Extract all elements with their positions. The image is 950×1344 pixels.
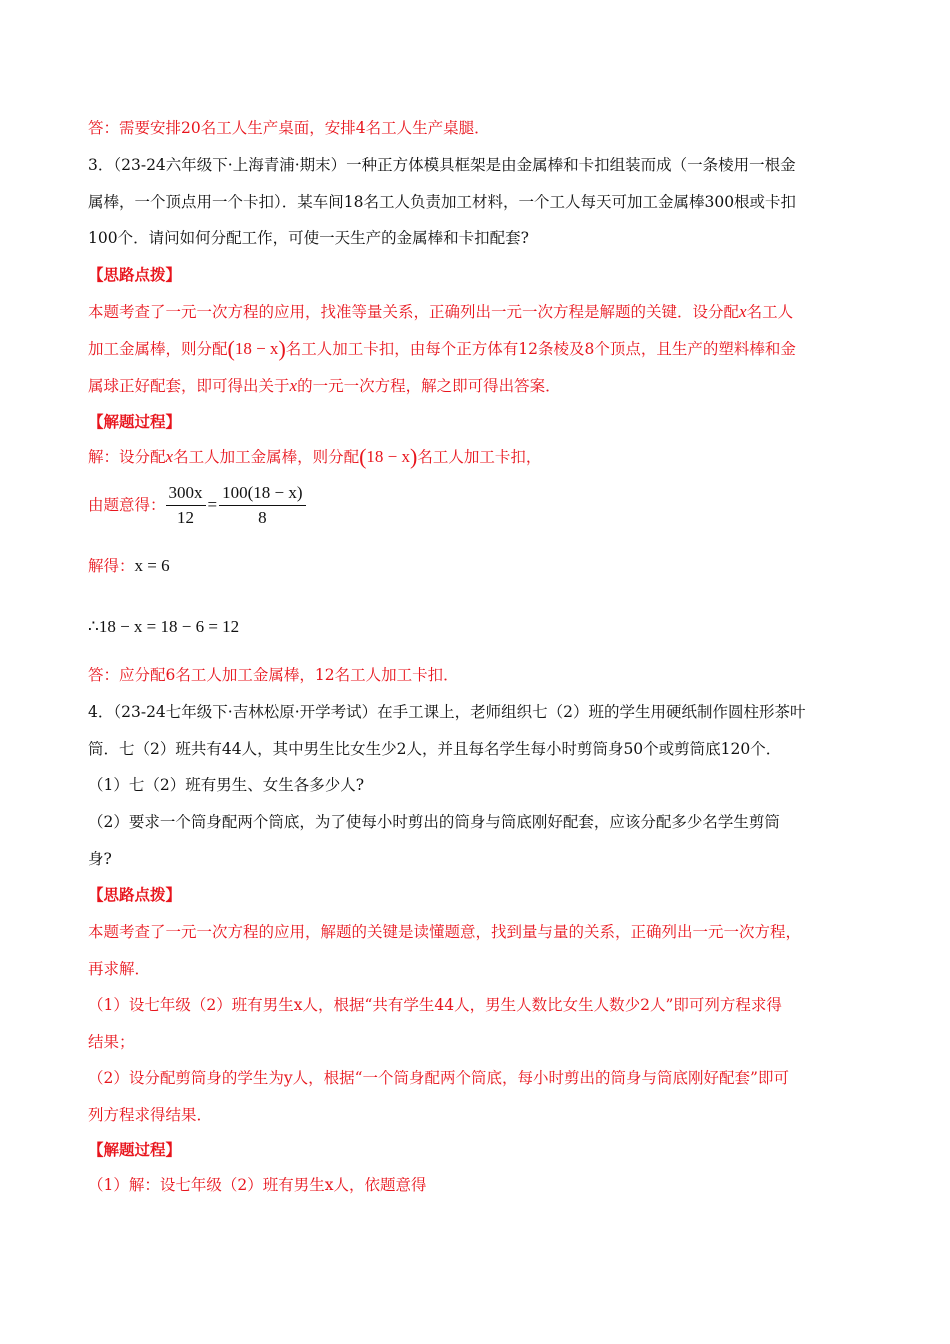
fraction-left: $\frac{300x}{12}$ (166, 483, 206, 528)
hint-q4-line-6: 列方程求得结果． (88, 1106, 213, 1124)
fraction-right: $\frac{100(18 - x)}{8}$ (219, 483, 305, 528)
previous-answer: 答：需要安排20名工人生产桌面，安排4名工人生产桌腿． (88, 119, 490, 137)
question-4-line-5: 身? (88, 850, 112, 868)
question-3-line-3: 100个．请问如何分配工作，可使一天生产的金属棒和卡扣配套? (88, 229, 529, 247)
question-4-line-4: （2）要求一个筒身配两个筒底，为了使每小时剪出的筒身与筒底刚好配套，应该分配多少名学生剪筒 (88, 813, 780, 831)
solution-heading-q4: 【解题过程】 (88, 1140, 182, 1159)
hint-q3-line-1: 本题考查了一元一次方程的应用，找准等量关系，正确列出一元一次方程是解题的关键．设分配x名工人 (88, 302, 794, 321)
hint-q3-line-3: 属球正好配套，即可得出关于x的一元一次方程，解之即可得出答案． (88, 376, 561, 395)
solution-q3-line-1: 解：设分配x名工人加工金属棒，则分配(18 − x)名工人加工卡扣， (88, 444, 542, 469)
hint-q4-line-2: 再求解． (88, 960, 151, 978)
answer-q3: 答：应分配6名工人加工金属棒，12名工人加工卡扣． (88, 666, 459, 684)
hint-q4-line-4: 结果； (88, 1033, 135, 1051)
hint-q4-line-5: （2）设分配剪筒身的学生为y人，根据“一个筒身配两个筒底，每小时剪出的筒身与筒底刚好配套”即可 (88, 1069, 789, 1087)
question-4-line-1: 4．（23-24七年级下·吉林松原·开学考试）在手工课上，老师组织七（2）班的学生用硬纸制作圆柱形茶叶 (88, 703, 806, 721)
hint-q3-line-2: 加工金属棒，则分配(18 − x)名工人加工卡扣，由每个正方体有12条棱及8个顶点，且生产的塑料棒和金 (88, 336, 796, 361)
question-3-line-2: 属棒，一个顶点用一个卡扣）．某车间18名工人负责加工材料，一个工人每天可加工金属棒300根或卡扣 (88, 193, 797, 211)
hint-q4-line-1: 本题考查了一元一次方程的应用，解题的关键是读懂题意，找到量与量的关系，正确列出一元一次方程， (88, 923, 802, 941)
solution-q3-therefore: ∴18 − x = 18 − 6 = 12 (88, 617, 240, 636)
hint-q4-line-3: （1）设七年级（2）班有男生x人，根据“共有学生44人，男生人数比女生人数少2人”即可列方程求得 (88, 996, 782, 1014)
question-4-line-3: （1）七（2）班有男生、女生各多少人? (88, 776, 365, 794)
solution-q3-equation: 由题意得： $\frac{300x}{12}$ = $\frac{100(18 - x)}{8}$ (88, 482, 878, 528)
solution-q4-line-1: （1）解：设七年级（2）班有男生x人，依题意得 (88, 1176, 427, 1194)
hint-heading-q3: 【思路点拨】 (88, 265, 182, 284)
solution-q3-result: 解得：x = 6 (88, 556, 170, 575)
question-4-line-2: 筒．七（2）班共有44人，其中男生比女生少2人，并且每名学生每小时剪筒身50个或剪筒底120个． (88, 740, 782, 758)
question-3-line-1: 3．（23-24六年级下·上海青浦·期末）一种正方体模具框架是由金属棒和卡扣组装而成（一条棱用一根金 (88, 156, 796, 174)
hint-heading-q4: 【思路点拨】 (88, 885, 182, 904)
solution-heading-q3: 【解题过程】 (88, 412, 182, 431)
